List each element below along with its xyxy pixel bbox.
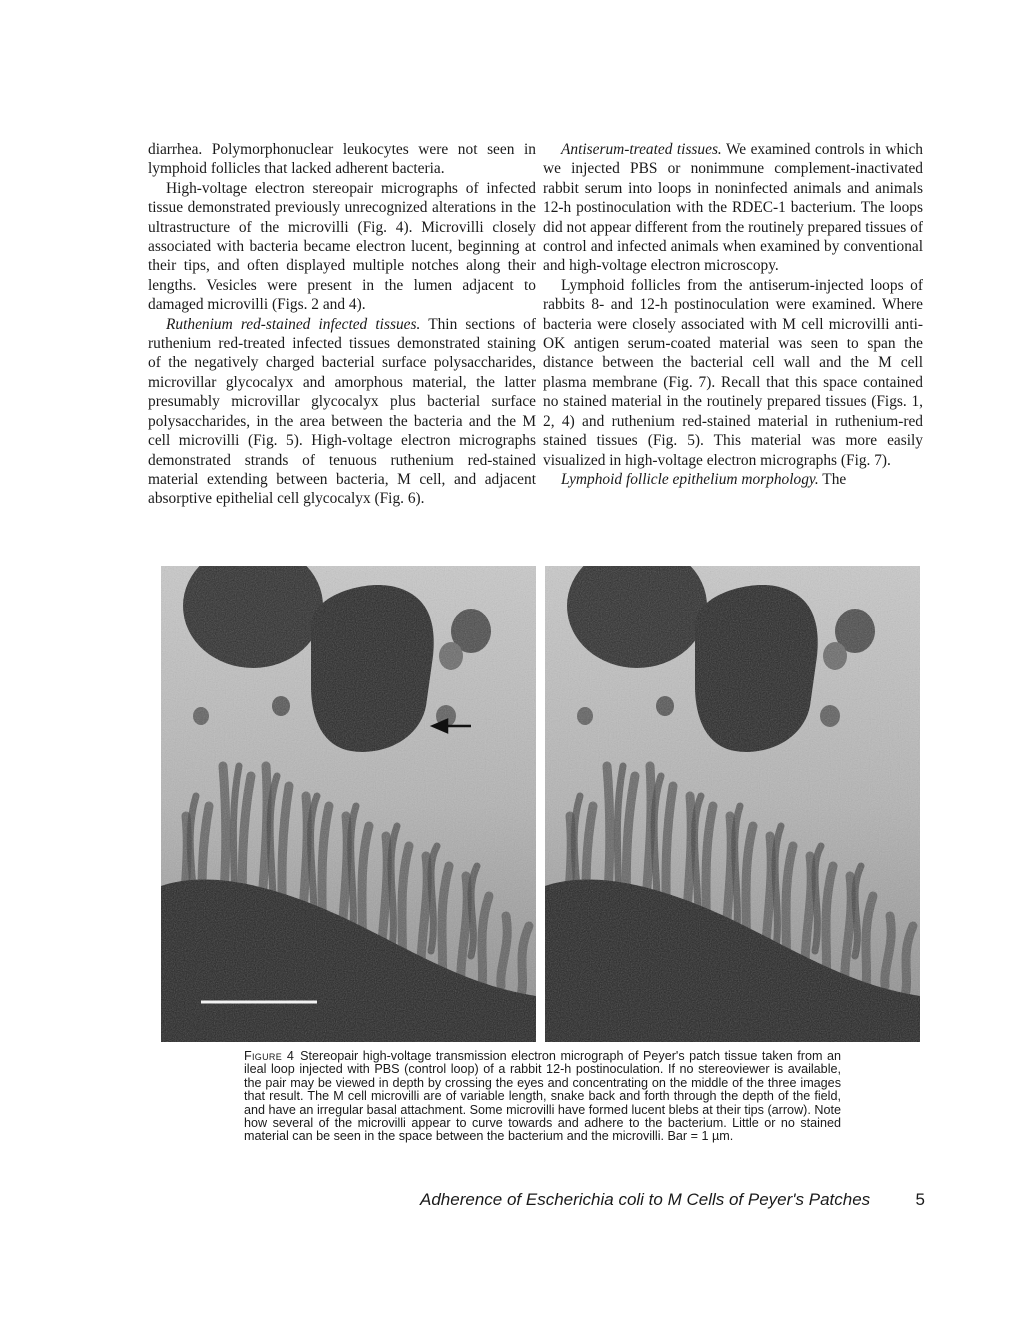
right-paragraph-1 bbox=[543, 140, 923, 276]
page-number: 5 bbox=[915, 1190, 925, 1209]
section-heading-antiserum: Antiserum-treated tissues. bbox=[561, 141, 722, 158]
micrograph-pair bbox=[161, 566, 920, 1042]
figure-caption-text: Stereopair high-voltage transmission electron micrograph of Peyer's patch tissue taken from an ileal loop injected with PBS (control loop) of a rabbit 12-h postinoculation. If no stereoviewer is available, the pair may be viewed in depth by crossing the eyes and concentrating on the middle of the three images that result. The M cell microvilli are of variable length, snake back and forth through the depth of the field, and have an irregular basal attachment. Some microvilli have formed lucent blebs at their tips (arrow). Note how several of the microvilli appear to curve towards and adhere to the bacterium. Little or no stained material can be seen in the space between the bacterium and the microvilli. Bar = 1 µm. bbox=[244, 1049, 841, 1144]
section-heading-lymphoid: Lymphoid follicle epithelium morphology. bbox=[561, 470, 819, 488]
left-paragraph-2: High-voltage electron stereopair micrographs of infected tissue demonstrated previously unrecognized alterations in the ultrastructure of the microvilli (Fig. 4). Microvilli closely associated with bacteria became electron lucent, beginning at their tips, and often displayed multiple notches along their lengths. Vesicles were present in the lumen adjacent to damaged microvilli (Figs. 2 and 4). bbox=[148, 179, 536, 314]
right-paragraph-1-body: We examined controls in which we injected PBS or nonimmune complement-inactivated rabbit serum into loops in noninfected animals and animals 12-h postinoculation with the RDEC-1 bacterium. The loops did not appear different from the routinely prepared tissues of control and infected animals when examined by conventional and high-voltage electron microscopy. bbox=[543, 141, 923, 275]
figure-label: Figure 4 bbox=[244, 1049, 295, 1063]
left-text-column bbox=[148, 140, 536, 509]
left-paragraph-3 bbox=[148, 315, 536, 509]
page-footer bbox=[420, 1190, 925, 1214]
left-paragraph-1: diarrhea. Polymorphonuclear leukocytes were not seen in lymphoid follicles that lacked adherent bacteria. bbox=[148, 141, 536, 178]
right-paragraph-3 bbox=[543, 470, 923, 489]
left-paragraph-3-body: Thin sections of ruthenium red-treated infected tissues demonstrated staining of the negatively charged bacterial surface polysaccharides, microvillar glycocalyx and amorphous material, the latter presumably microvillar glycocalyx plus bacterial surface polysaccharides, in the area between the bacteria and the M cell microvilli (Fig. 5). High-voltage electron micrographs demonstrated strands of tenuous ruthenium red-stained material extending between bacteria, M cell, and adjacent absorptive epithelial cell glycocalyx (Fig. 6). bbox=[148, 315, 536, 508]
right-paragraph-2: Lymphoid follicles from the antiserum-injected loops of rabbits 8- and 12-h postinoculation were examined. Where bacteria were closely associated with M cell microvilli anti-OK antigen serum-coated material was seen to span the distance between the bacterial cell wall and the M cell plasma membrane (Fig. 7). Recall that this space contained no stained material in the routinely prepared tissues (Figs. 1, 2, 4) and ruthenium red-stained material in ruthenium-red stained tissues (Fig. 5). This material was more easily visualized in high-voltage electron micrographs (Fig. 7). bbox=[543, 276, 923, 469]
section-heading-ruthenium: Ruthenium red-stained infected tissues. bbox=[166, 315, 421, 333]
left-stereo-image bbox=[161, 566, 536, 1042]
right-paragraph-3-body: The bbox=[818, 470, 847, 488]
right-stereo-image bbox=[545, 566, 920, 1042]
figure-4-stereopair bbox=[161, 566, 920, 1042]
running-title: Adherence of Escherichia coli to M Cells of Peyer's Patches bbox=[420, 1190, 871, 1209]
right-text-column bbox=[543, 140, 923, 489]
figure-caption bbox=[244, 1050, 841, 1144]
